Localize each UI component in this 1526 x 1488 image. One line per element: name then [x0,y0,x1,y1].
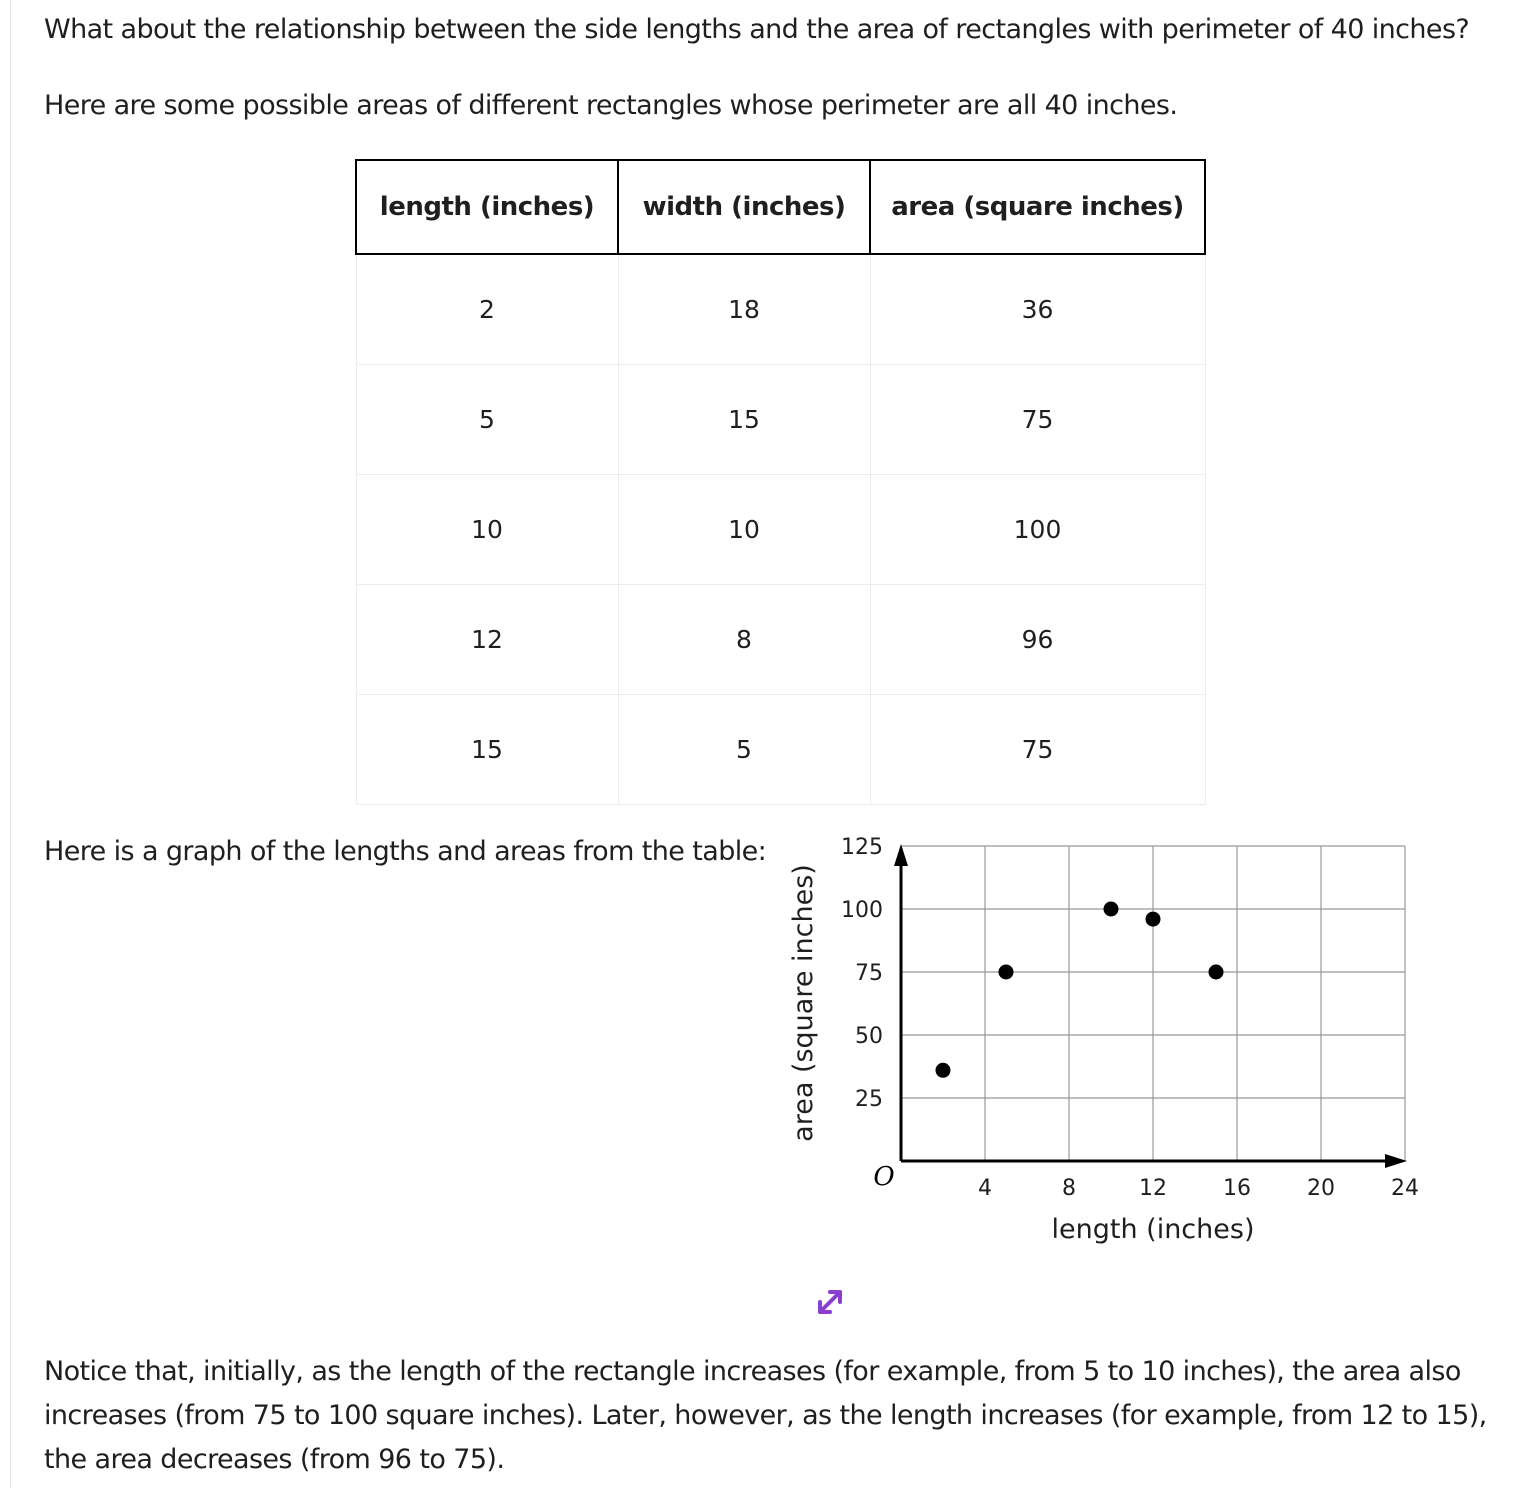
intro-sentence: Here are some possible areas of different rectangles whose perimeter are all 40 inches. [44,90,1178,121]
chart-axes [894,844,1407,1168]
data-point [936,1063,951,1078]
table-cell-length: 10 [356,475,618,585]
page-left-border [10,0,11,1488]
table-cell-area: 36 [870,254,1205,365]
table-cell-width: 18 [618,254,870,365]
table-cell-length: 2 [356,254,618,365]
table-cell-width: 8 [618,585,870,695]
y-tick-label: 50 [855,1024,883,1049]
table-cell-width: 10 [618,475,870,585]
data-point [1104,902,1119,917]
graph-intro: Here is a graph of the lengths and areas from the table: [44,836,767,867]
chart-grid [901,846,1405,1161]
y-tick-label: 75 [855,961,883,986]
y-axis-arrow-icon [894,844,908,866]
table-cell-area: 100 [870,475,1205,585]
data-point [1209,965,1224,980]
data-point [999,965,1014,980]
table-cell-length: 15 [356,695,618,805]
expand-icon[interactable] [812,1284,848,1320]
x-tick-label: 16 [1223,1176,1251,1201]
chart-x-axis-title: length (inches) [1051,1214,1255,1245]
x-tick-label: 20 [1307,1176,1335,1201]
table-row [356,695,1205,805]
table-cell-area: 75 [870,365,1205,475]
chart-tick-labels [841,835,1419,1201]
data-table [355,159,1206,805]
table-cell-area: 75 [870,695,1205,805]
intro-question: What about the relationship between the side lengths and the area of rectangles with perimeter of 40 inches? [44,14,1470,45]
y-tick-label: 125 [841,835,883,860]
chart-y-axis-title: area (square inches) [788,864,819,1142]
table-row [356,475,1205,585]
x-tick-label: 4 [978,1176,992,1201]
x-tick-label: 24 [1391,1176,1419,1201]
table-header-length: length (inches) [356,160,618,254]
table-row [356,254,1205,365]
y-tick-label: 100 [841,898,883,923]
y-tick-label: 25 [855,1087,883,1112]
table-row [356,585,1205,695]
table-cell-area: 96 [870,585,1205,695]
table-cell-width: 5 [618,695,870,805]
table-row [356,365,1205,475]
table-cell-length: 12 [356,585,618,695]
chart-points [936,902,1224,1078]
table-header-area: area (square inches) [870,160,1205,254]
table-cell-length: 5 [356,365,618,475]
x-tick-label: 12 [1139,1176,1167,1201]
table-header-row [356,160,1205,254]
x-axis-arrow-icon [1385,1154,1407,1168]
conclusion-paragraph: Notice that, initially, as the length of the rectangle increases (for example, from 5 to 10 inches), the area also increases (from 75 to 100 square inches). Later, however, as the length increases (for example, from 12 to 15), the area decreases (from 96 to 75). [44,1356,1487,1475]
table-cell-width: 15 [618,365,870,475]
data-point [1146,912,1161,927]
scatter-chart [780,820,1440,1260]
x-tick-label: 8 [1062,1176,1076,1201]
table-header-width: width (inches) [618,160,870,254]
chart-origin-label: O [873,1162,895,1192]
